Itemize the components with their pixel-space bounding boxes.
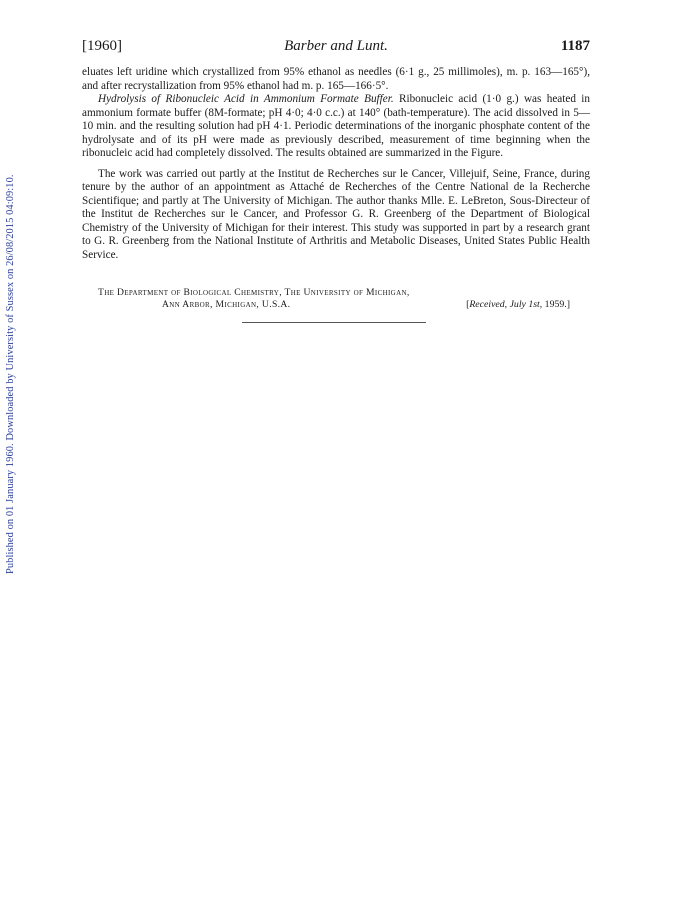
download-note-text: Published on 01 January 1960. Downloaded by University of Sussex on 26/08/2015 04:09:10. xyxy=(5,174,16,574)
running-head xyxy=(82,38,590,58)
page-number: 1187 xyxy=(560,38,590,54)
paragraph-acknowledgements: The work was carried out partly at the Institut de Recherches sur le Cancer, Villejuif, Seine, France, during tenure by the author of an appointment as Attaché de Recherches of the Centre National de la Recherche Scientifique; and partly at The University of Michigan. The author thanks Mlle. E. LeBreton, Sous-Directeur of the Institut de Recherches sur le Cancer, and Professor G. R. Greenberg of the Department of Biological Chemistry of the University of Michigan for their interest. This study was supported in part by a research grant to G. R. Greenberg from the National Institute of Arthritis and Metabolic Diseases, United States Public Health Service. xyxy=(82,167,590,261)
paragraph-hydrolysis-text: Ribonucleic acid (1·0 g.) was heated in ammonium formate buffer (8M-formate; pH 4·0; 4·0 c.c.) at 140° (bath-temperature). The acid dissolved in 5—10 min. and the resulting solution had pH 4·1. Periodic determinations of the inorganic phosphate content of the hydrolysate and of its pH were made as previously described, measurement of time beginning when the ribonucleic acid had completely dissolved. The results obtained are summarized in the Figure. xyxy=(82,93,590,159)
running-authors: Barber and Lunt. xyxy=(284,38,388,54)
received-date: [Received, July 1st, 1959.] xyxy=(466,299,570,310)
affiliation-block xyxy=(82,287,590,311)
end-rule xyxy=(242,322,426,323)
article-body xyxy=(82,66,590,262)
section-heading-hydrolysis: Hydrolysis of Ribonucleic Acid in Ammonium Formate Buffer. xyxy=(98,93,394,105)
paragraph-uridine: eluates left uridine which crystallized from 95% ethanol as needles (6·1 g., 25 millimoles), m. p. 163—165°), and after recrystallization from 95% ethanol had m. p. 165—166·5°. xyxy=(82,66,590,92)
affiliation-department: The Department of Biological Chemistry, The University of Michigan, xyxy=(98,287,410,298)
paragraph-hydrolysis xyxy=(82,93,590,161)
affiliation-address-line xyxy=(82,299,590,311)
journal-year: [1960] xyxy=(82,38,122,54)
download-watermark xyxy=(2,155,24,585)
affiliation-city: Ann Arbor, Michigan, U.S.A. xyxy=(162,299,291,310)
